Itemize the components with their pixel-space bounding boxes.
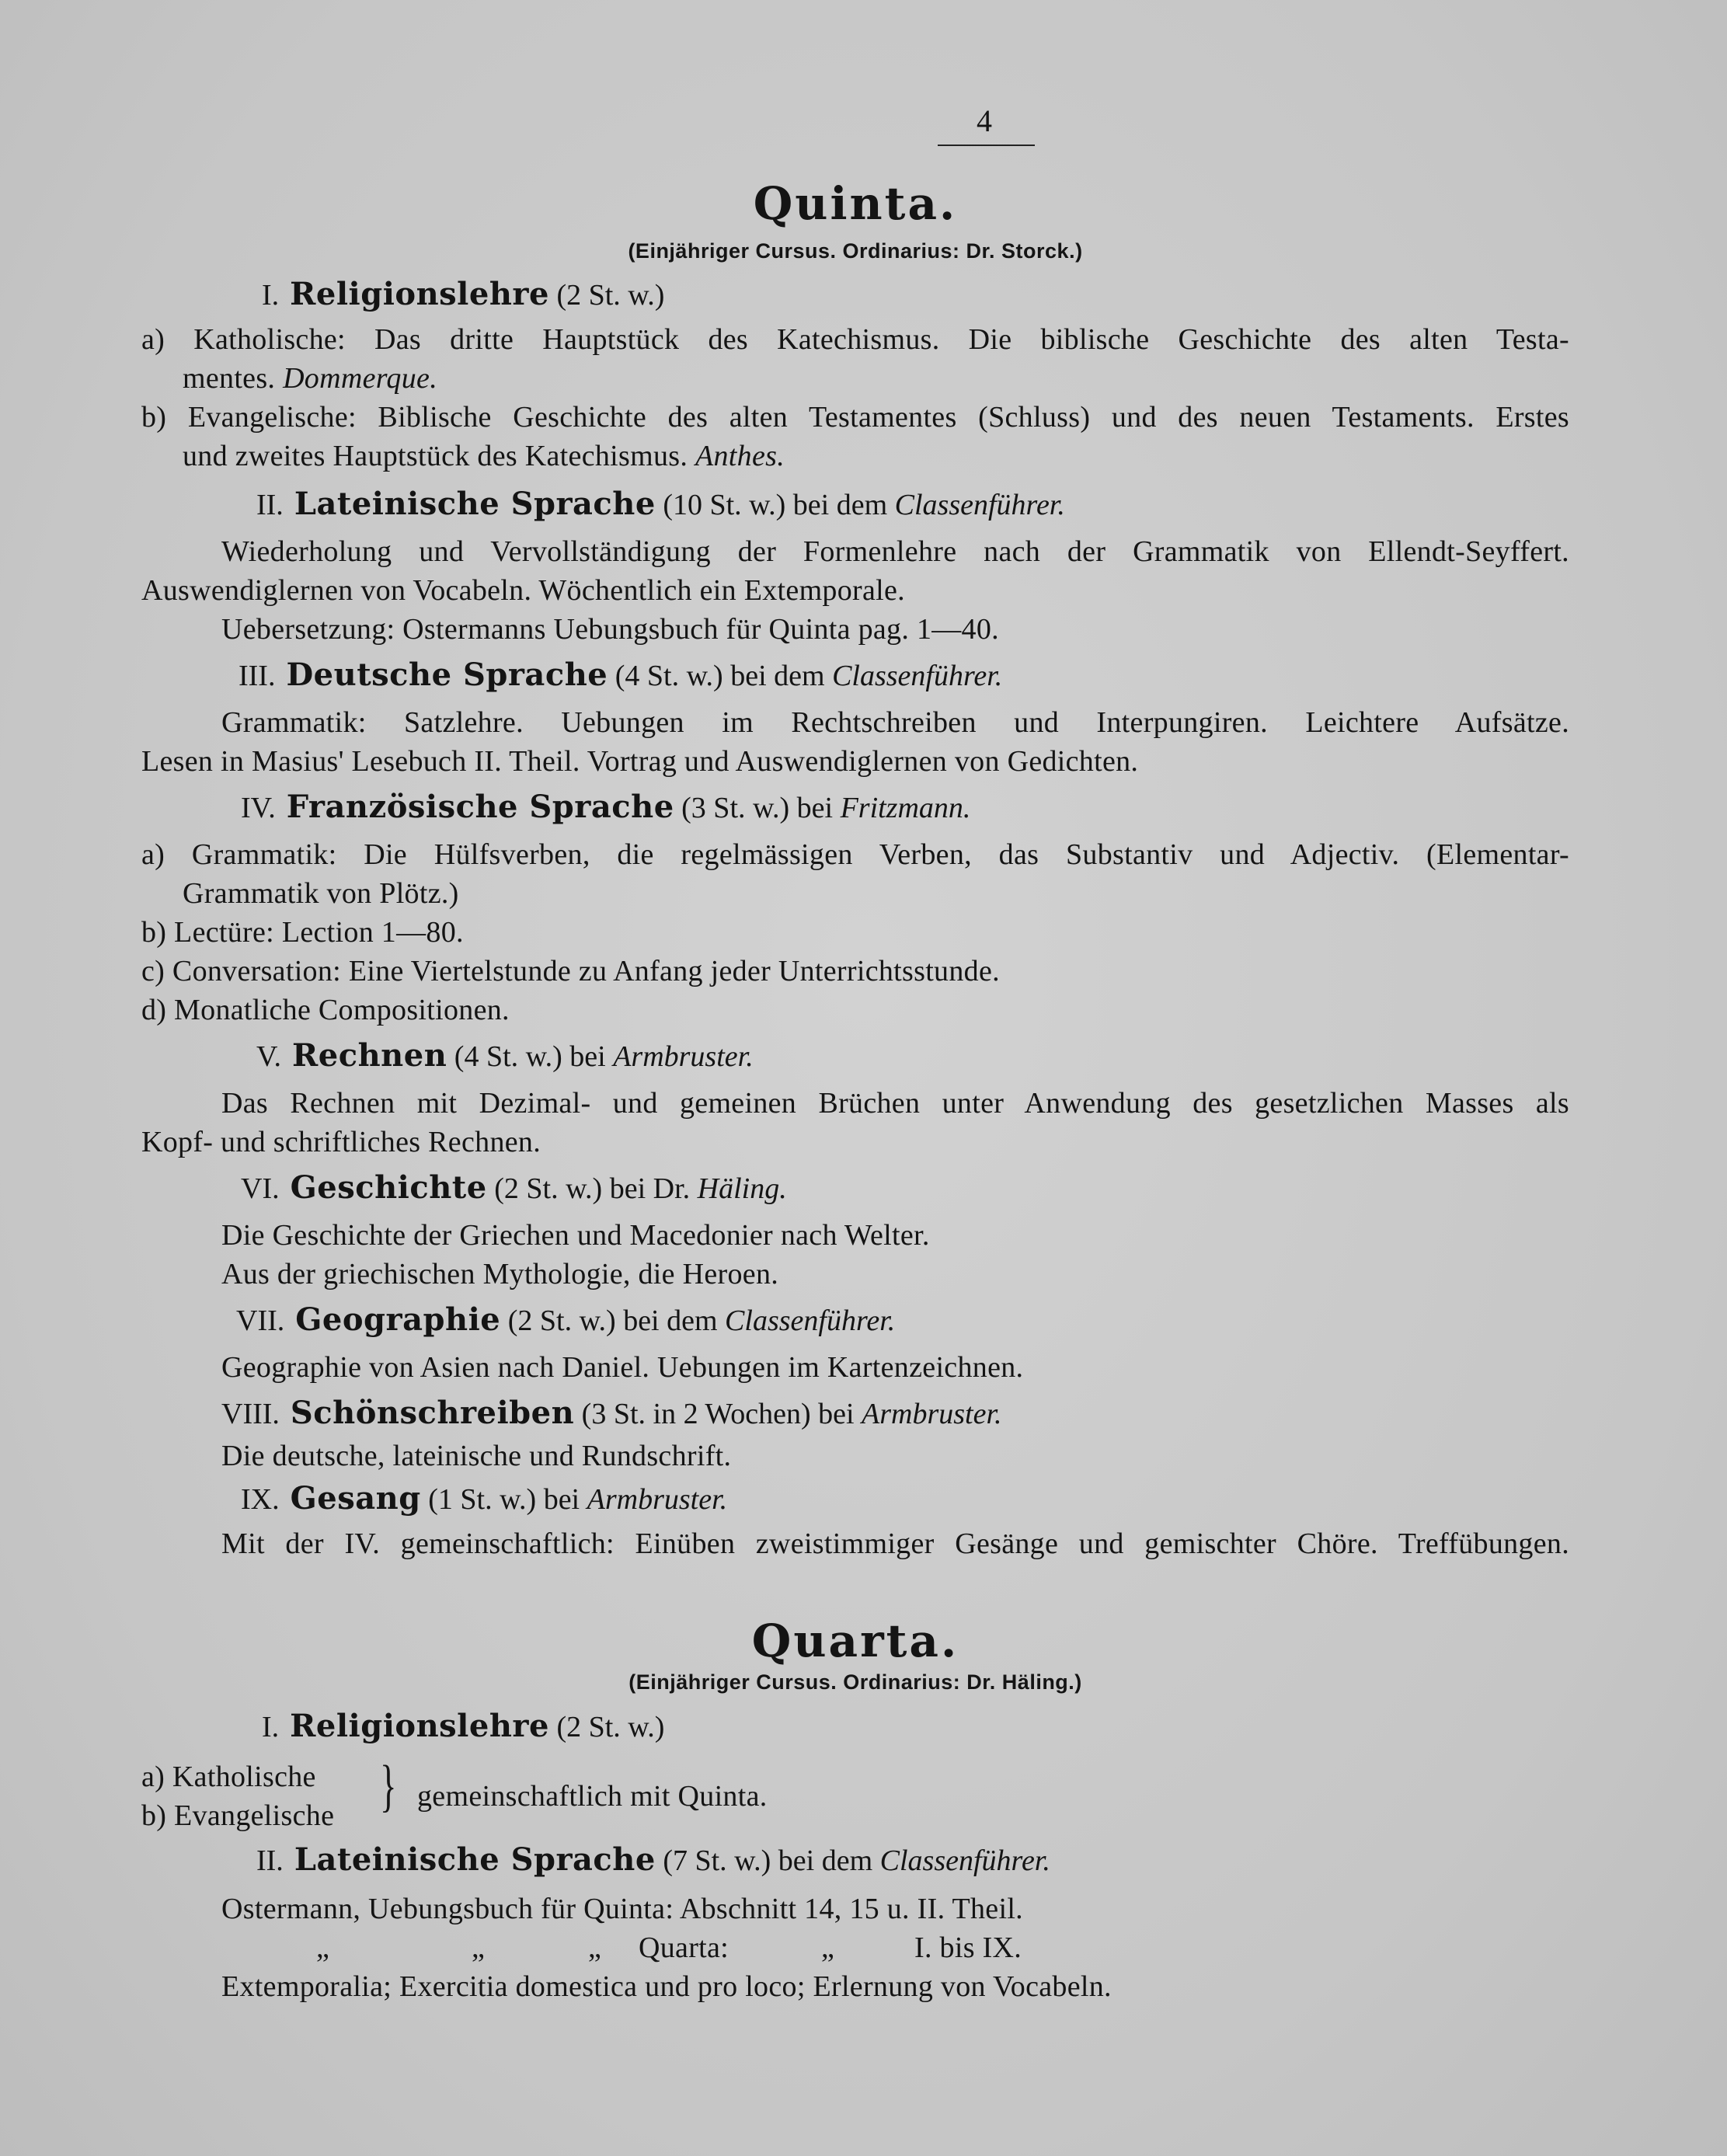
- section-hours: (3 St. w.) bei: [681, 792, 834, 824]
- quinta-calligraphy-line1: Die deutsche, lateinische und Rundschrift.: [221, 1440, 732, 1472]
- ditto-mark: „: [316, 1931, 330, 1964]
- teacher-name: Armbruster.: [862, 1398, 1002, 1430]
- quinta-french-a-line2: Grammatik von Plötz.): [183, 877, 459, 910]
- quinta-subtitle: (Einjähriger Cursus. Ordinarius: Dr. Storck.): [628, 239, 1083, 263]
- section-hours: (2 St. w.): [556, 1711, 665, 1743]
- quinta-french-a-line1: a) Grammatik: Die Hülfsverben, die regelmässigen Verben, das Substantiv und Adjectiv. (Elementar-: [141, 838, 1569, 871]
- section-number: VII.: [236, 1304, 285, 1337]
- section-name: Religionslehre: [290, 1708, 549, 1744]
- teacher-name: Classenführer.: [894, 489, 1065, 521]
- teacher-name: Dommerque.: [283, 362, 437, 395]
- quinta-religion-heading: [262, 276, 664, 312]
- section-number: I.: [262, 1711, 280, 1743]
- text: und zweites Hauptstück des Katechismus.: [183, 440, 688, 472]
- section-name: Deutsche Sprache: [286, 657, 608, 693]
- section-hours: (3 St. in 2 Wochen) bei: [581, 1398, 855, 1430]
- quinta-german-heading: [239, 657, 1002, 693]
- quarta-latin-line3: Extemporalia; Exercitia domestica und pro loco; Erlernung von Vocabeln.: [221, 1970, 1112, 2003]
- section-hours: (4 St. w.) bei: [454, 1040, 606, 1073]
- section-number: VI.: [241, 1172, 280, 1205]
- section-name: Lateinische Sprache: [294, 486, 656, 522]
- quinta-title: Quinta.: [753, 177, 958, 230]
- quinta-singing-line1: Mit der IV. gemeinschaftlich: Einüben zweistimmiger Gesänge und gemischter Chöre. Treffübungen.: [221, 1527, 1569, 1560]
- teacher-name: Häling.: [697, 1172, 787, 1205]
- section-name: Rechnen: [292, 1037, 447, 1074]
- section-number: I.: [262, 279, 280, 312]
- page-number-rule: [938, 145, 1035, 146]
- section-hours: (2 St. w.): [556, 279, 665, 312]
- teacher-name: Classenführer.: [725, 1304, 896, 1337]
- quarta-latin-heading: [256, 1841, 1050, 1878]
- quinta-religion-b-line2: [183, 439, 785, 473]
- teacher-name: Fritzmann.: [840, 792, 971, 824]
- quarta-latin-line1: Ostermann, Uebungsbuch für Quinta: Abschnitt 14, 15 u. II. Theil.: [221, 1893, 1023, 1925]
- quarta-title: Quarta.: [751, 1614, 959, 1667]
- quinta-arithmetic-heading: [256, 1037, 754, 1074]
- quinta-latin-line2: Auswendiglernen von Vocabeln. Wöchentlich ein Extemporale.: [141, 574, 905, 607]
- quinta-calligraphy-heading: [221, 1395, 1002, 1431]
- brace-glyph: }: [380, 1754, 397, 1818]
- quinta-latin-heading: [256, 486, 1065, 522]
- section-name: Geschichte: [290, 1169, 487, 1206]
- section-number: II.: [256, 1844, 284, 1877]
- section-hours: (2 St. w.) bei Dr.: [494, 1172, 691, 1205]
- section-name: Schönschreiben: [290, 1395, 575, 1431]
- teacher-name: Classenführer.: [832, 660, 1003, 692]
- quarta-subtitle: (Einjähriger Cursus. Ordinarius: Dr. Häling.): [628, 1670, 1082, 1694]
- quinta-singing-heading: [241, 1480, 727, 1517]
- quarta-religion-b: b) Evangelische: [141, 1799, 335, 1832]
- quinta-french-d: d) Monatliche Compositionen.: [141, 994, 510, 1026]
- ditto-mark: „: [588, 1931, 602, 1964]
- quinta-latin-line1: Wiederholung und Vervollständigung der Formenlehre nach der Grammatik von Ellendt-Seyffert.: [221, 535, 1569, 568]
- quinta-religion-a-line1: a) Katholische: Das dritte Hauptstück des Katechismus. Die biblische Geschichte des alten Testa-: [141, 323, 1569, 356]
- quinta-french-heading: [241, 789, 970, 825]
- ditto-mark: „: [821, 1931, 835, 1964]
- teacher-name: Classenführer.: [879, 1844, 1050, 1877]
- quinta-history-heading: [241, 1169, 787, 1206]
- section-name: Gesang: [290, 1480, 421, 1517]
- quarta-religion-common: gemeinschaftlich mit Quinta.: [417, 1780, 768, 1813]
- section-name: Französische Sprache: [286, 789, 674, 825]
- section-number: II.: [256, 489, 284, 521]
- section-name: Religionslehre: [290, 276, 549, 312]
- section-hours: (2 St. w.) bei dem: [507, 1304, 718, 1337]
- quinta-french-c: c) Conversation: Eine Viertelstunde zu Anfang jeder Unterrichtsstunde.: [141, 955, 1000, 987]
- quinta-history-line2: Aus der griechischen Mythologie, die Heroen.: [221, 1258, 779, 1290]
- page-number: 4: [977, 103, 992, 138]
- teacher-name: Anthes.: [695, 440, 785, 472]
- quinta-religion-a-line2: [183, 361, 437, 395]
- section-hours: (4 St. w.) bei dem: [615, 660, 825, 692]
- quinta-religion-b-line1: b) Evangelische: Biblische Geschichte des alten Testamentes (Schluss) und des neuen Testaments. Erstes: [141, 401, 1569, 434]
- section-hours: (10 St. w.) bei dem: [663, 489, 888, 521]
- quarta-religion-brace: [374, 1754, 402, 1818]
- quinta-latin-line3: Uebersetzung: Ostermanns Uebungsbuch für Quinta pag. 1—40.: [221, 613, 999, 646]
- section-name: Lateinische Sprache: [294, 1841, 656, 1878]
- section-number: IX.: [241, 1483, 280, 1516]
- quarta-religion-heading: [262, 1708, 664, 1744]
- ditto-mark: „: [472, 1931, 486, 1964]
- quinta-arithmetic-line2: Kopf- und schriftliches Rechnen.: [141, 1126, 541, 1158]
- section-number: VIII.: [221, 1398, 280, 1430]
- section-name: Geographie: [295, 1301, 501, 1338]
- text: mentes.: [183, 362, 276, 395]
- range-text: I. bis IX.: [914, 1931, 1022, 1964]
- section-hours: (7 St. w.) bei dem: [663, 1844, 873, 1877]
- quinta-history-line1: Die Geschichte der Griechen und Macedonier nach Welter.: [221, 1219, 930, 1252]
- quinta-german-line1: Grammatik: Satzlehre. Uebungen im Rechtschreiben und Interpungiren. Leichtere Aufsätze.: [221, 706, 1569, 739]
- section-number: IV.: [241, 792, 276, 824]
- teacher-name: Armbruster.: [613, 1040, 754, 1073]
- section-hours: (1 St. w.) bei: [428, 1483, 580, 1516]
- teacher-name: Armbruster.: [587, 1483, 728, 1516]
- quinta-german-line2: Lesen in Masius' Lesebuch II. Theil. Vortrag und Auswendiglernen von Gedichten.: [141, 745, 1139, 778]
- quarta-religion-a: a) Katholische: [141, 1761, 316, 1793]
- quinta-arithmetic-line1: Das Rechnen mit Dezimal- und gemeinen Brüchen unter Anwendung des gesetzlichen Masses als: [221, 1087, 1569, 1120]
- section-number: V.: [256, 1040, 282, 1073]
- section-number: III.: [239, 660, 276, 692]
- quinta-french-b: b) Lectüre: Lection 1—80.: [141, 916, 464, 949]
- quarta-label: Quarta:: [639, 1931, 729, 1964]
- quinta-geography-line1: Geographie von Asien nach Daniel. Uebungen im Kartenzeichnen.: [221, 1351, 1024, 1384]
- quarta-latin-line2: [141, 1931, 1569, 1970]
- quinta-geography-heading: [236, 1301, 895, 1338]
